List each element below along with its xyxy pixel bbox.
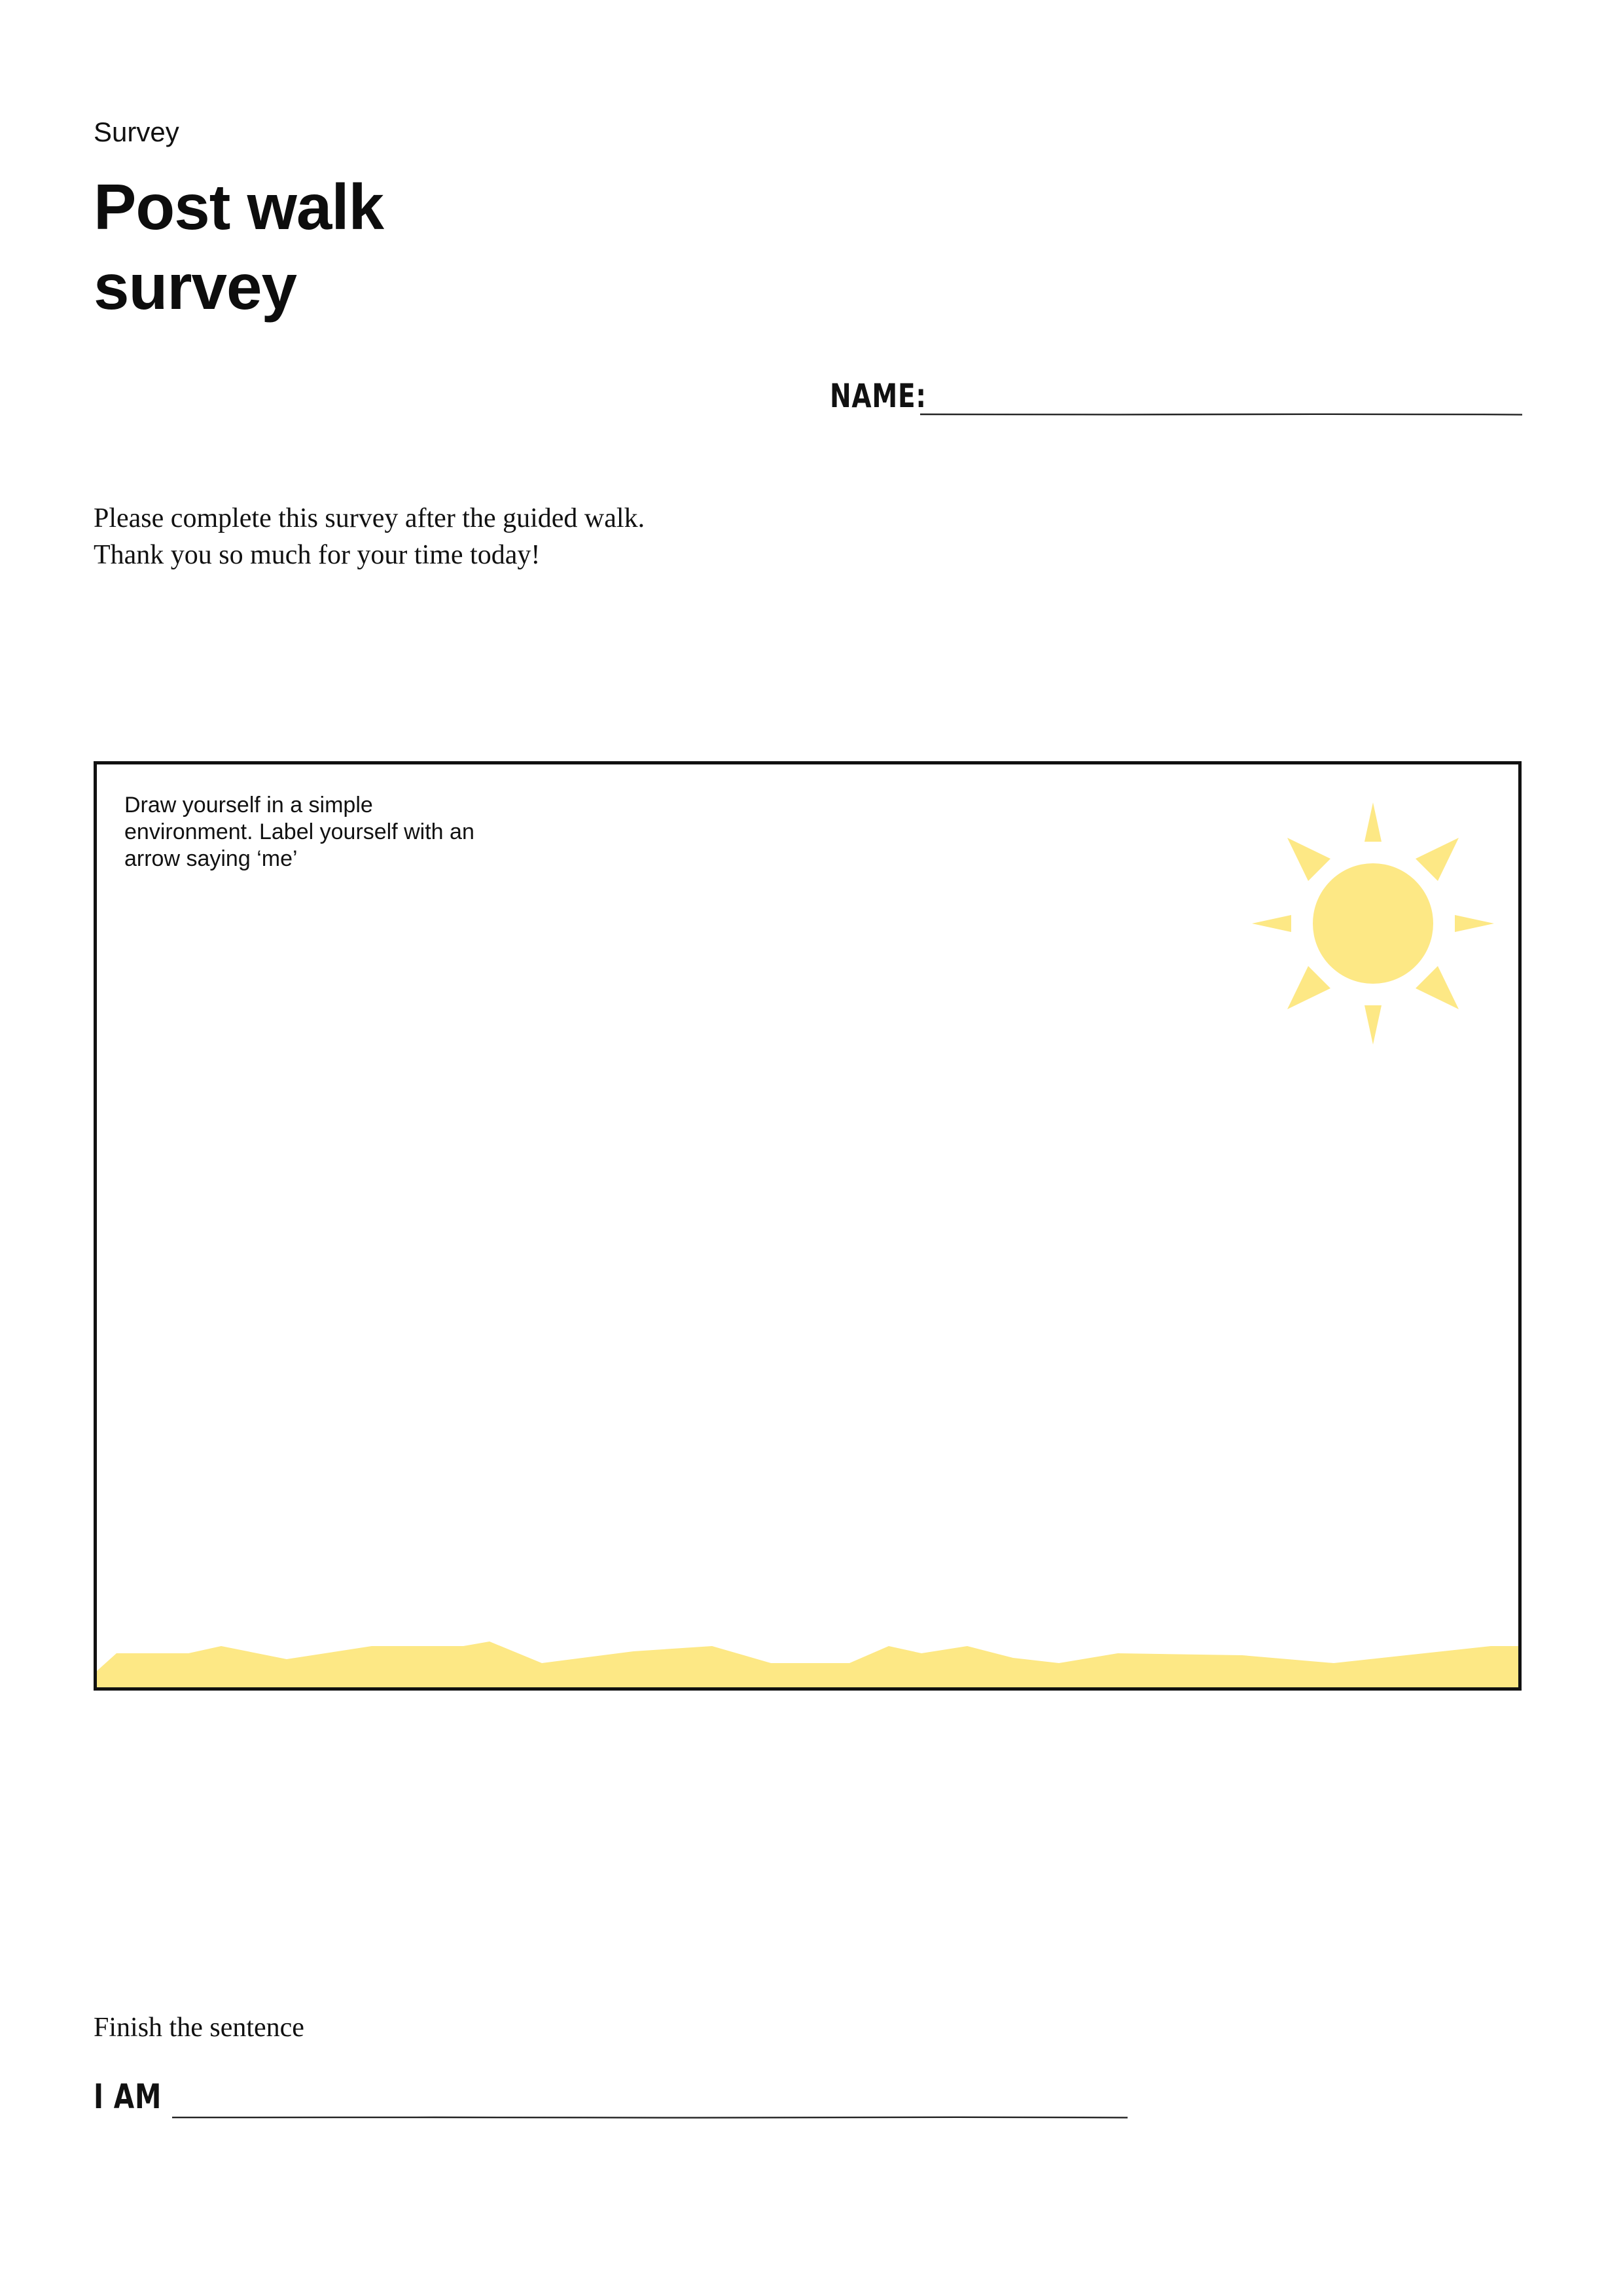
page-title-line-1: Post walk — [94, 171, 384, 243]
ground-hills — [97, 1615, 1518, 1687]
intro-line-2: Thank you so much for your time today! — [94, 540, 541, 570]
name-field[interactable] — [830, 372, 1524, 424]
intro-text — [94, 500, 645, 573]
i-am-field[interactable] — [94, 2075, 1141, 2127]
i-am-label: I AM — [94, 2077, 162, 2117]
finish-sentence-prompt: Finish the sentence — [94, 2013, 304, 2043]
page-title — [94, 167, 383, 327]
sun-icon — [1252, 802, 1494, 1045]
page-title-line-2: survey — [94, 251, 297, 323]
intro-line-1: Please complete this survey after the guided walk. — [94, 503, 645, 533]
survey-kicker: Survey — [94, 117, 179, 147]
i-am-underline[interactable] — [172, 2115, 1128, 2119]
name-underline[interactable] — [920, 412, 1522, 416]
drawing-area[interactable] — [94, 761, 1522, 1691]
name-label: NAME: — [830, 377, 927, 415]
drawing-instruction: Draw yourself in a simple environment. Label yourself with an arrow saying ‘me’ — [124, 793, 474, 871]
